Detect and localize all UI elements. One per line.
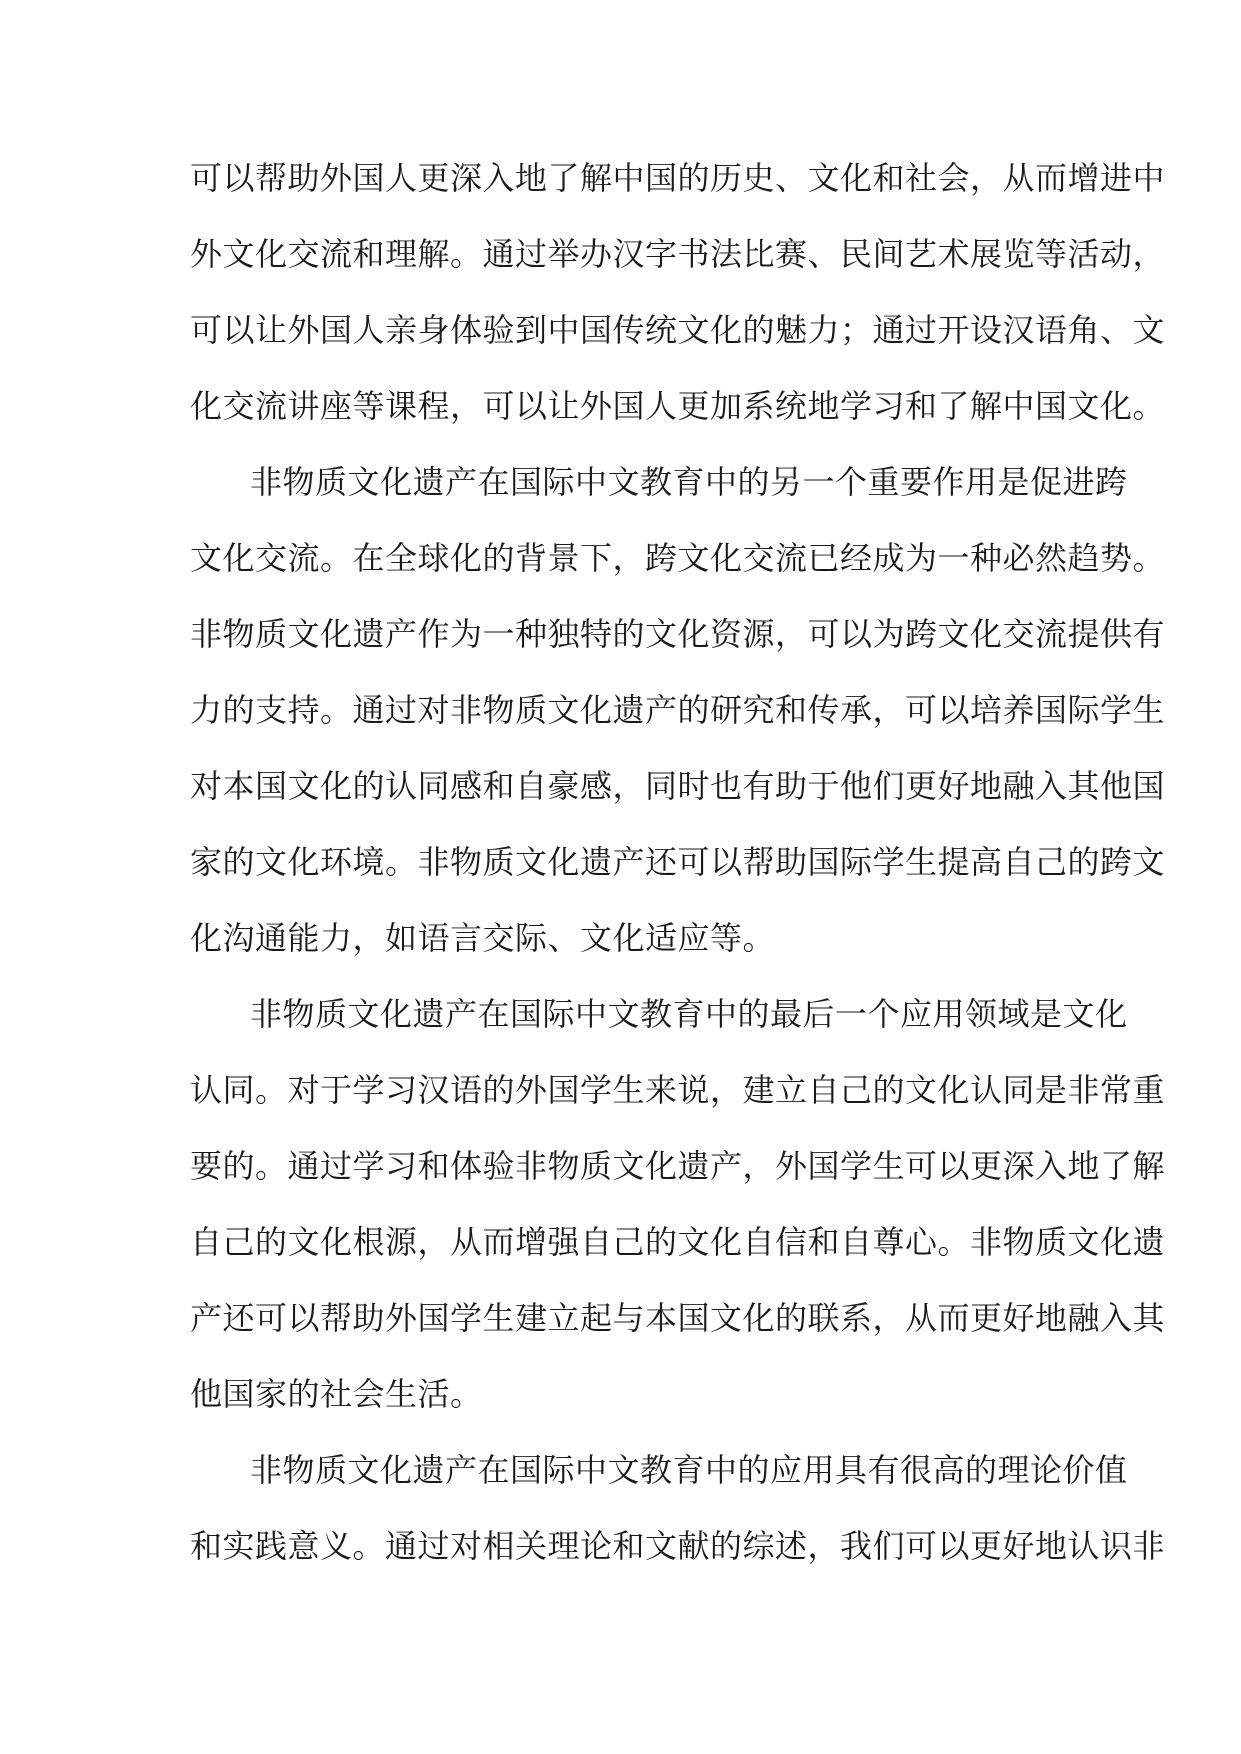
text-line: 可以让外国人亲身体验到中国传统文化的魅力；通过开设汉语角、文 xyxy=(190,311,1166,349)
text-line: 可以帮助外国人更深入地了解中国的历史、文化和社会，从而增进中 xyxy=(190,159,1166,197)
text-line: 文化交流。在全球化的背景下，跨文化交流已经成为一种必然趋势。 xyxy=(190,539,1166,577)
paragraph-first-line: 非物质文化遗产在国际中文教育中的应用具有很高的理论价值 xyxy=(250,1451,1128,1489)
text-line: 产还可以帮助外国学生建立起与本国文化的联系，从而更好地融入其 xyxy=(190,1299,1166,1337)
text-line: 非物质文化遗产作为一种独特的文化资源，可以为跨文化交流提供有 xyxy=(190,615,1166,653)
text-line: 他国家的社会生活。 xyxy=(190,1375,483,1413)
text-line: 和实践意义。通过对相关理论和文献的综述，我们可以更好地认识非 xyxy=(190,1527,1166,1565)
text-line: 外文化交流和理解。通过举办汉字书法比赛、民间艺术展览等活动， xyxy=(190,235,1166,273)
text-line: 力的支持。通过对非物质文化遗产的研究和传承，可以培养国际学生 xyxy=(190,691,1166,729)
text-line: 化交流讲座等课程，可以让外国人更加系统地学习和了解中国文化。 xyxy=(190,387,1166,425)
text-line: 要的。通过学习和体验非物质文化遗产，外国学生可以更深入地了解 xyxy=(190,1147,1166,1185)
text-line: 化沟通能力，如语言交际、文化适应等。 xyxy=(190,919,776,957)
paragraph-first-line: 非物质文化遗产在国际中文教育中的另一个重要作用是促进跨 xyxy=(250,463,1128,501)
text-line: 认同。对于学习汉语的外国学生来说，建立自己的文化认同是非常重 xyxy=(190,1071,1166,1109)
text-line: 家的文化环境。非物质文化遗产还可以帮助国际学生提高自己的跨文 xyxy=(190,843,1166,881)
text-line: 对本国文化的认同感和自豪感，同时也有助于他们更好地融入其他国 xyxy=(190,767,1166,805)
paragraph-first-line: 非物质文化遗产在国际中文教育中的最后一个应用领域是文化 xyxy=(250,995,1128,1033)
document-body-text xyxy=(190,140,1166,1584)
text-line: 自己的文化根源，从而增强自己的文化自信和自尊心。非物质文化遗 xyxy=(190,1223,1166,1261)
